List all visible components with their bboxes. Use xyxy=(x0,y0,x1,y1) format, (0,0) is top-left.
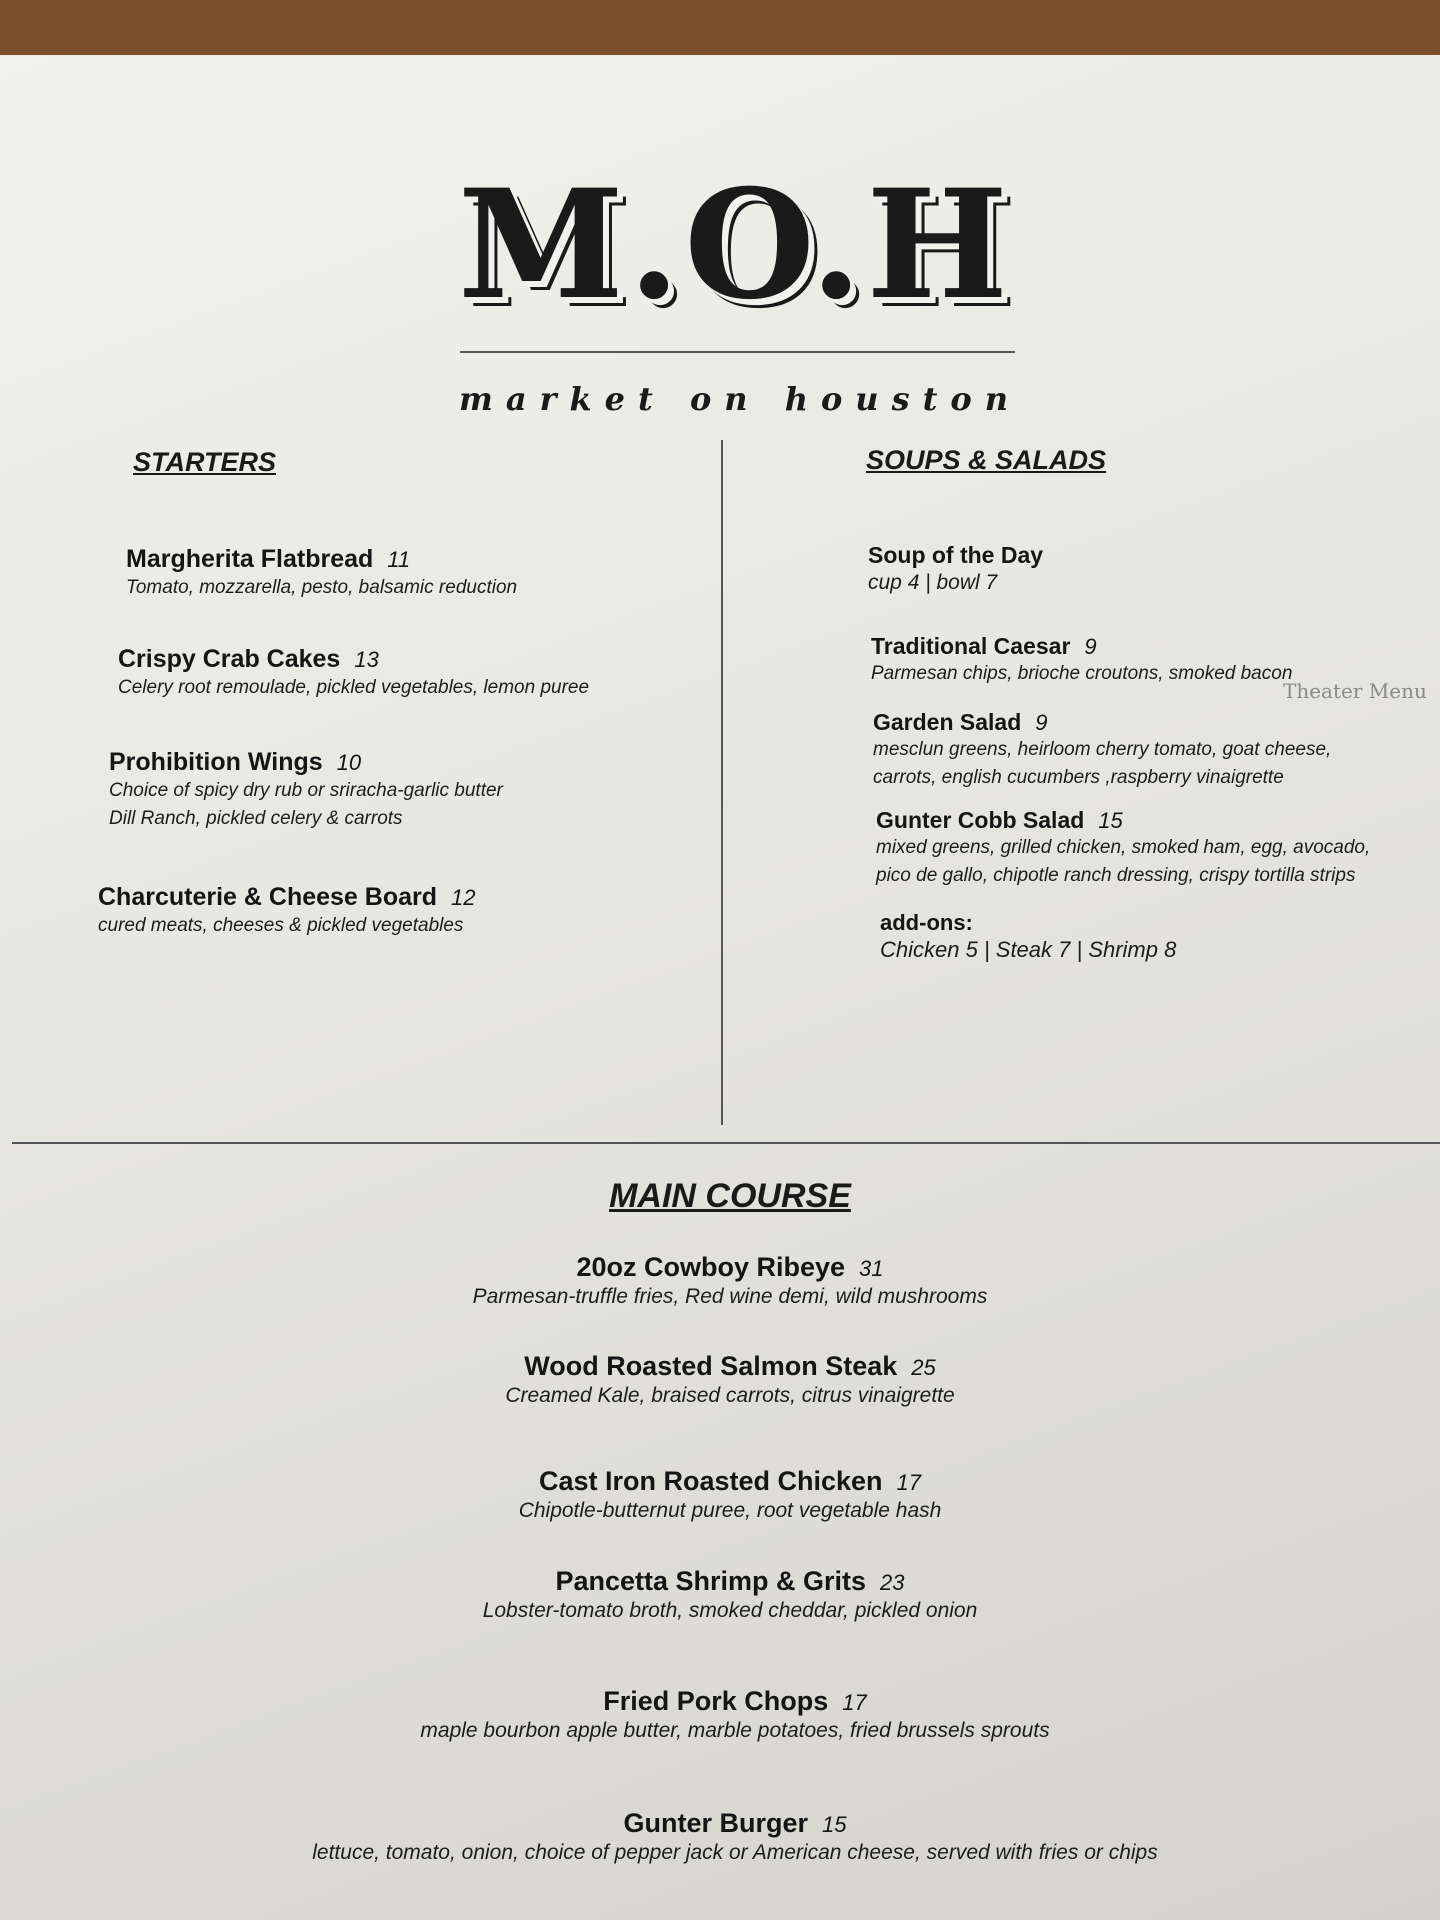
item-price: 10 xyxy=(336,750,362,775)
section-title-starters: STARTERS xyxy=(133,447,277,477)
header-divider xyxy=(460,351,1015,353)
item-name: Traditional Caesar xyxy=(871,633,1071,659)
item-price: 11 xyxy=(387,547,411,572)
item-price: 17 xyxy=(842,1690,867,1715)
item-description: Chipotle-butternut puree, root vegetable hash xyxy=(518,1499,942,1522)
item-name: Pancetta Shrimp & Grits xyxy=(555,1566,867,1596)
item-price: 25 xyxy=(911,1355,936,1380)
item-description: cup 4 | bowl 7 xyxy=(868,571,998,594)
item-price: 13 xyxy=(354,647,379,672)
item-name: Margherita Flatbread xyxy=(126,545,374,573)
section-title-soups-salads: SOUPS & SALADS xyxy=(866,445,1107,475)
menu-item xyxy=(118,645,589,702)
item-price: 31 xyxy=(859,1256,884,1281)
item-description: Lobster-tomato broth, smoked cheddar, pickled onion xyxy=(482,1599,978,1622)
menu-item xyxy=(126,545,517,602)
item-description: mesclun greens, heirloom cherry tomato, goat cheese, xyxy=(873,739,1332,760)
item-price: 17 xyxy=(896,1470,922,1495)
menu-item xyxy=(98,883,476,940)
item-description: carrots, english cucumbers ,raspberry vinaigrette xyxy=(873,767,1284,788)
item-name: Garden Salad xyxy=(873,709,1022,735)
item-name: add-ons: xyxy=(880,910,973,935)
menu-item xyxy=(868,542,1043,597)
menu-item xyxy=(0,1808,1440,1867)
item-name: Wood Roasted Salmon Steak xyxy=(524,1351,898,1381)
menu-item xyxy=(0,1686,1440,1745)
column-divider xyxy=(721,440,723,1125)
item-name: Crispy Crab Cakes xyxy=(118,645,341,673)
item-name: Gunter Burger xyxy=(623,1808,809,1838)
item-name: 20oz Cowboy Ribeye xyxy=(576,1252,846,1282)
item-name: Fried Pork Chops xyxy=(603,1686,829,1716)
item-price: 9 xyxy=(1035,710,1048,735)
item-description: lettuce, tomato, onion, choice of pepper jack or American cheese, served with fries or chips xyxy=(312,1841,1158,1864)
item-name: Soup of the Day xyxy=(868,542,1044,568)
item-price: 15 xyxy=(1098,808,1123,833)
item-description: Celery root remoulade, pickled vegetables, lemon puree xyxy=(118,677,590,698)
menu-item xyxy=(871,633,1292,688)
section-title-main-course: MAIN COURSE xyxy=(609,1177,851,1215)
section-divider xyxy=(12,1142,1440,1144)
menu-item xyxy=(876,807,1370,890)
item-price: 15 xyxy=(822,1812,847,1837)
menu-page xyxy=(0,55,1440,1920)
item-description: Choice of spicy dry rub or sriracha-garlic butter xyxy=(109,780,503,801)
item-description: Parmesan chips, brioche croutons, smoked bacon xyxy=(871,663,1293,684)
menu-item xyxy=(880,910,1176,964)
item-description: pico de gallo, chipotle ranch dressing, crispy tortilla strips xyxy=(876,865,1356,886)
item-name: Prohibition Wings xyxy=(109,748,323,776)
item-description: Parmesan-truffle fries, Red wine demi, wild mushrooms xyxy=(472,1285,988,1308)
item-description: Tomato, mozzarella, pesto, balsamic reduction xyxy=(126,577,518,598)
menu-item xyxy=(0,1566,1440,1625)
item-description: Chicken 5 | Steak 7 | Shrimp 8 xyxy=(880,937,1177,962)
item-description: cured meats, cheeses & pickled vegetables xyxy=(98,915,464,936)
item-name: Cast Iron Roasted Chicken xyxy=(538,1466,883,1496)
menu-item xyxy=(0,1466,1440,1525)
menu-item xyxy=(109,748,503,833)
item-description: maple bourbon apple butter, marble potatoes, fried brussels sprouts xyxy=(420,1719,1050,1742)
item-name: Gunter Cobb Salad xyxy=(876,807,1085,833)
item-description: Creamed Kale, braised carrots, citrus vinaigrette xyxy=(505,1384,955,1407)
menu-item xyxy=(873,709,1331,792)
menu-item xyxy=(0,1252,1440,1311)
item-description: mixed greens, grilled chicken, smoked ham, egg, avocado, xyxy=(876,837,1371,858)
restaurant-logo: M.O.H xyxy=(457,157,1013,333)
item-name: Charcuterie & Cheese Board xyxy=(98,883,438,911)
theater-menu-stamp: Theater Menu xyxy=(1283,679,1427,703)
restaurant-tagline: market on houston xyxy=(459,380,1021,418)
menu-item xyxy=(0,1351,1440,1410)
item-price: 23 xyxy=(880,1570,905,1595)
item-price: 9 xyxy=(1084,634,1097,659)
item-description: Dill Ranch, pickled celery & carrots xyxy=(109,808,403,829)
item-price: 12 xyxy=(451,885,476,910)
